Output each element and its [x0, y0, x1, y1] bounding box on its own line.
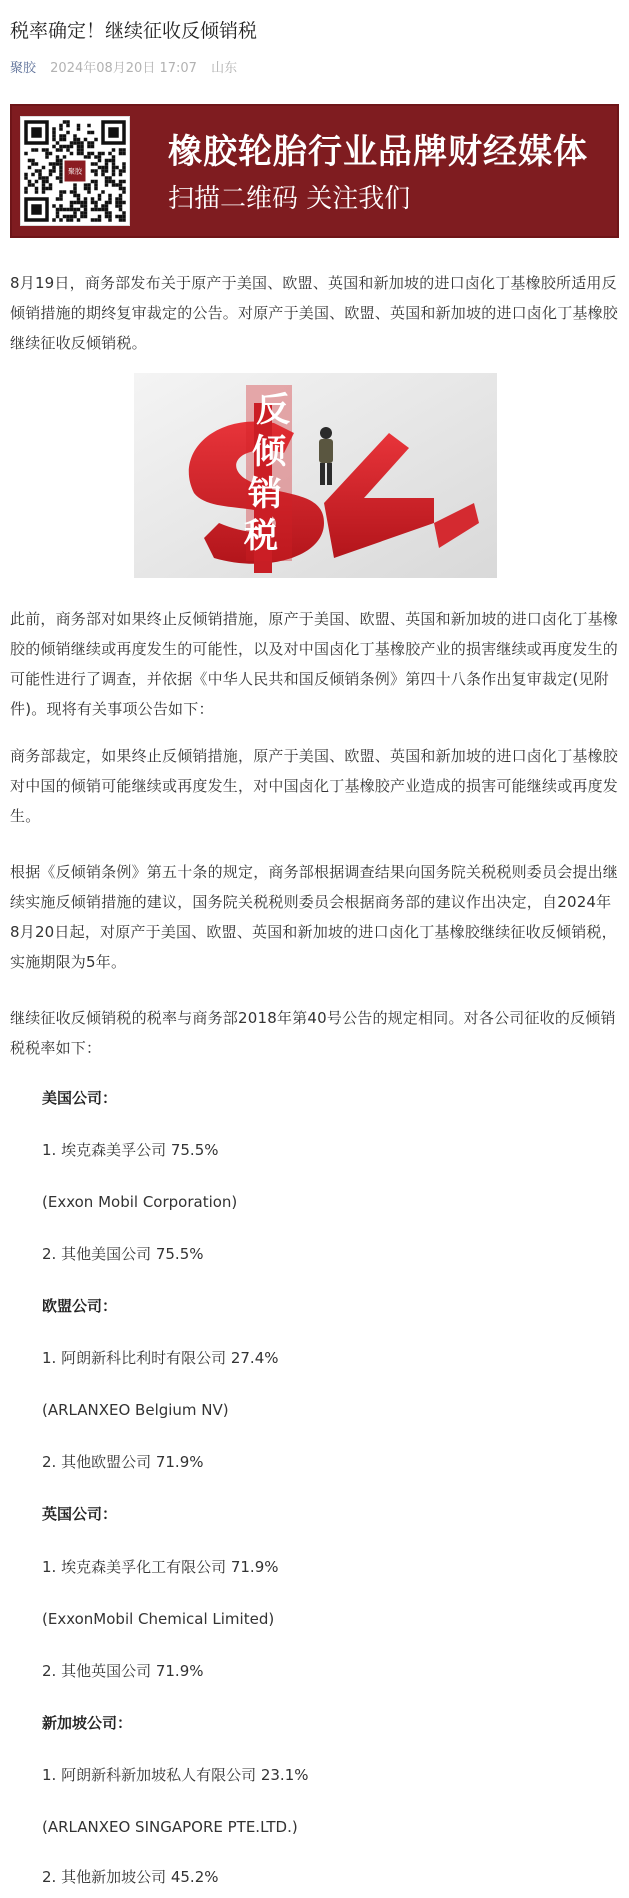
rate-heading-usa: 美国公司：	[42, 1089, 118, 1107]
publish-location: 山东	[211, 61, 238, 76]
paragraph-5: 继续征收反倾销税的税率与商务部2018年第40号公告的规定相同。对各公司征收的反倾销税税率如下：	[10, 1009, 616, 1057]
rate-line: (Exxon Mobil Corporation)	[42, 1193, 238, 1211]
rate-line: (ARLANXEO SINGAPORE PTE.LTD.)	[42, 1818, 298, 1836]
rate-line: 2. 其他美国公司 75.5%	[42, 1245, 204, 1263]
rate-line: 1. 埃克森美孚公司 75.5%	[42, 1141, 219, 1159]
rate-line: 1. 阿朗新科比利时有限公司 27.4%	[42, 1349, 279, 1367]
rate-line: (ARLANXEO Belgium NV)	[42, 1401, 229, 1419]
banner-subline: 扫描二维码 关注我们	[168, 184, 411, 214]
rate-line: 1. 阿朗新科新加坡私人有限公司 23.1%	[42, 1766, 309, 1784]
anti-dumping-illustration[interactable]	[134, 373, 497, 578]
paragraph-3: 商务部裁定，如果终止反倾销措施，原产于美国、欧盟、英国和新加坡的进口卤化丁基橡胶对中国的倾销可能继续或再度发生，对中国卤化丁基橡胶产业造成的损害可能继续或再度发生。	[10, 747, 619, 825]
publish-date: 2024年08月20日 17:07	[50, 61, 197, 76]
paragraph-1: 8月19日，商务部发布关于原产于美国、欧盟、英国和新加坡的进口卤化丁基橡胶所适用反倾销措施的期终复审裁定的公告。对原产于美国、欧盟、英国和新加坡的进口卤化丁基橡胶继续征收反倾销税。	[10, 274, 619, 352]
illustration-graphic	[134, 373, 497, 578]
rate-heading-singapore: 新加坡公司：	[42, 1714, 133, 1732]
illustration-char: 销	[248, 474, 282, 514]
rate-heading-eu: 欧盟公司：	[42, 1297, 118, 1315]
qr-code-image[interactable]	[20, 116, 130, 226]
rate-heading-uk: 英国公司：	[42, 1505, 118, 1523]
banner-headline: 橡胶轮胎行业品牌财经媒体	[168, 132, 588, 172]
illustration-char: 倾	[252, 432, 286, 472]
illustration-char: 反	[256, 390, 290, 430]
promo-banner	[10, 104, 619, 238]
qr-code-icon	[21, 117, 129, 225]
rate-line: 2. 其他欧盟公司 71.9%	[42, 1453, 204, 1471]
qr-logo-text: 聚胶	[68, 167, 82, 176]
rate-line: 1. 埃克森美孚化工有限公司 71.9%	[42, 1558, 279, 1576]
author-link[interactable]: 聚胶	[10, 61, 37, 76]
rate-line: 2. 其他英国公司 71.9%	[42, 1662, 204, 1680]
rate-line: 2. 其他新加坡公司 45.2%	[42, 1868, 219, 1886]
article-meta	[10, 57, 237, 76]
article-title: 税率确定！继续征收反倾销税	[10, 20, 258, 42]
illustration-char: 税	[244, 516, 278, 556]
rate-line: (ExxonMobil Chemical Limited)	[42, 1610, 275, 1628]
paragraph-2: 此前，商务部对如果终止反倾销措施，原产于美国、欧盟、英国和新加坡的进口卤化丁基橡胶的倾销继续或再度发生的可能性，以及对中国卤化丁基橡胶产业的损害继续或再度发生的可能性进行了调查，并依据《中华人民共和国反倾销条例》第四十八条作出复审裁定(见附件)。现将有关事项公告如下：	[10, 610, 619, 718]
paragraph-4: 根据《反倾销条例》第五十条的规定，商务部根据调查结果向国务院关税税则委员会提出继续实施反倾销措施的建议，国务院关税税则委员会根据商务部的建议作出决定，自2024年8月20日起，对原产于美国、欧盟、英国和新加坡的进口卤化丁基橡胶继续征收反倾销税，实施期限为5年。	[10, 863, 619, 971]
